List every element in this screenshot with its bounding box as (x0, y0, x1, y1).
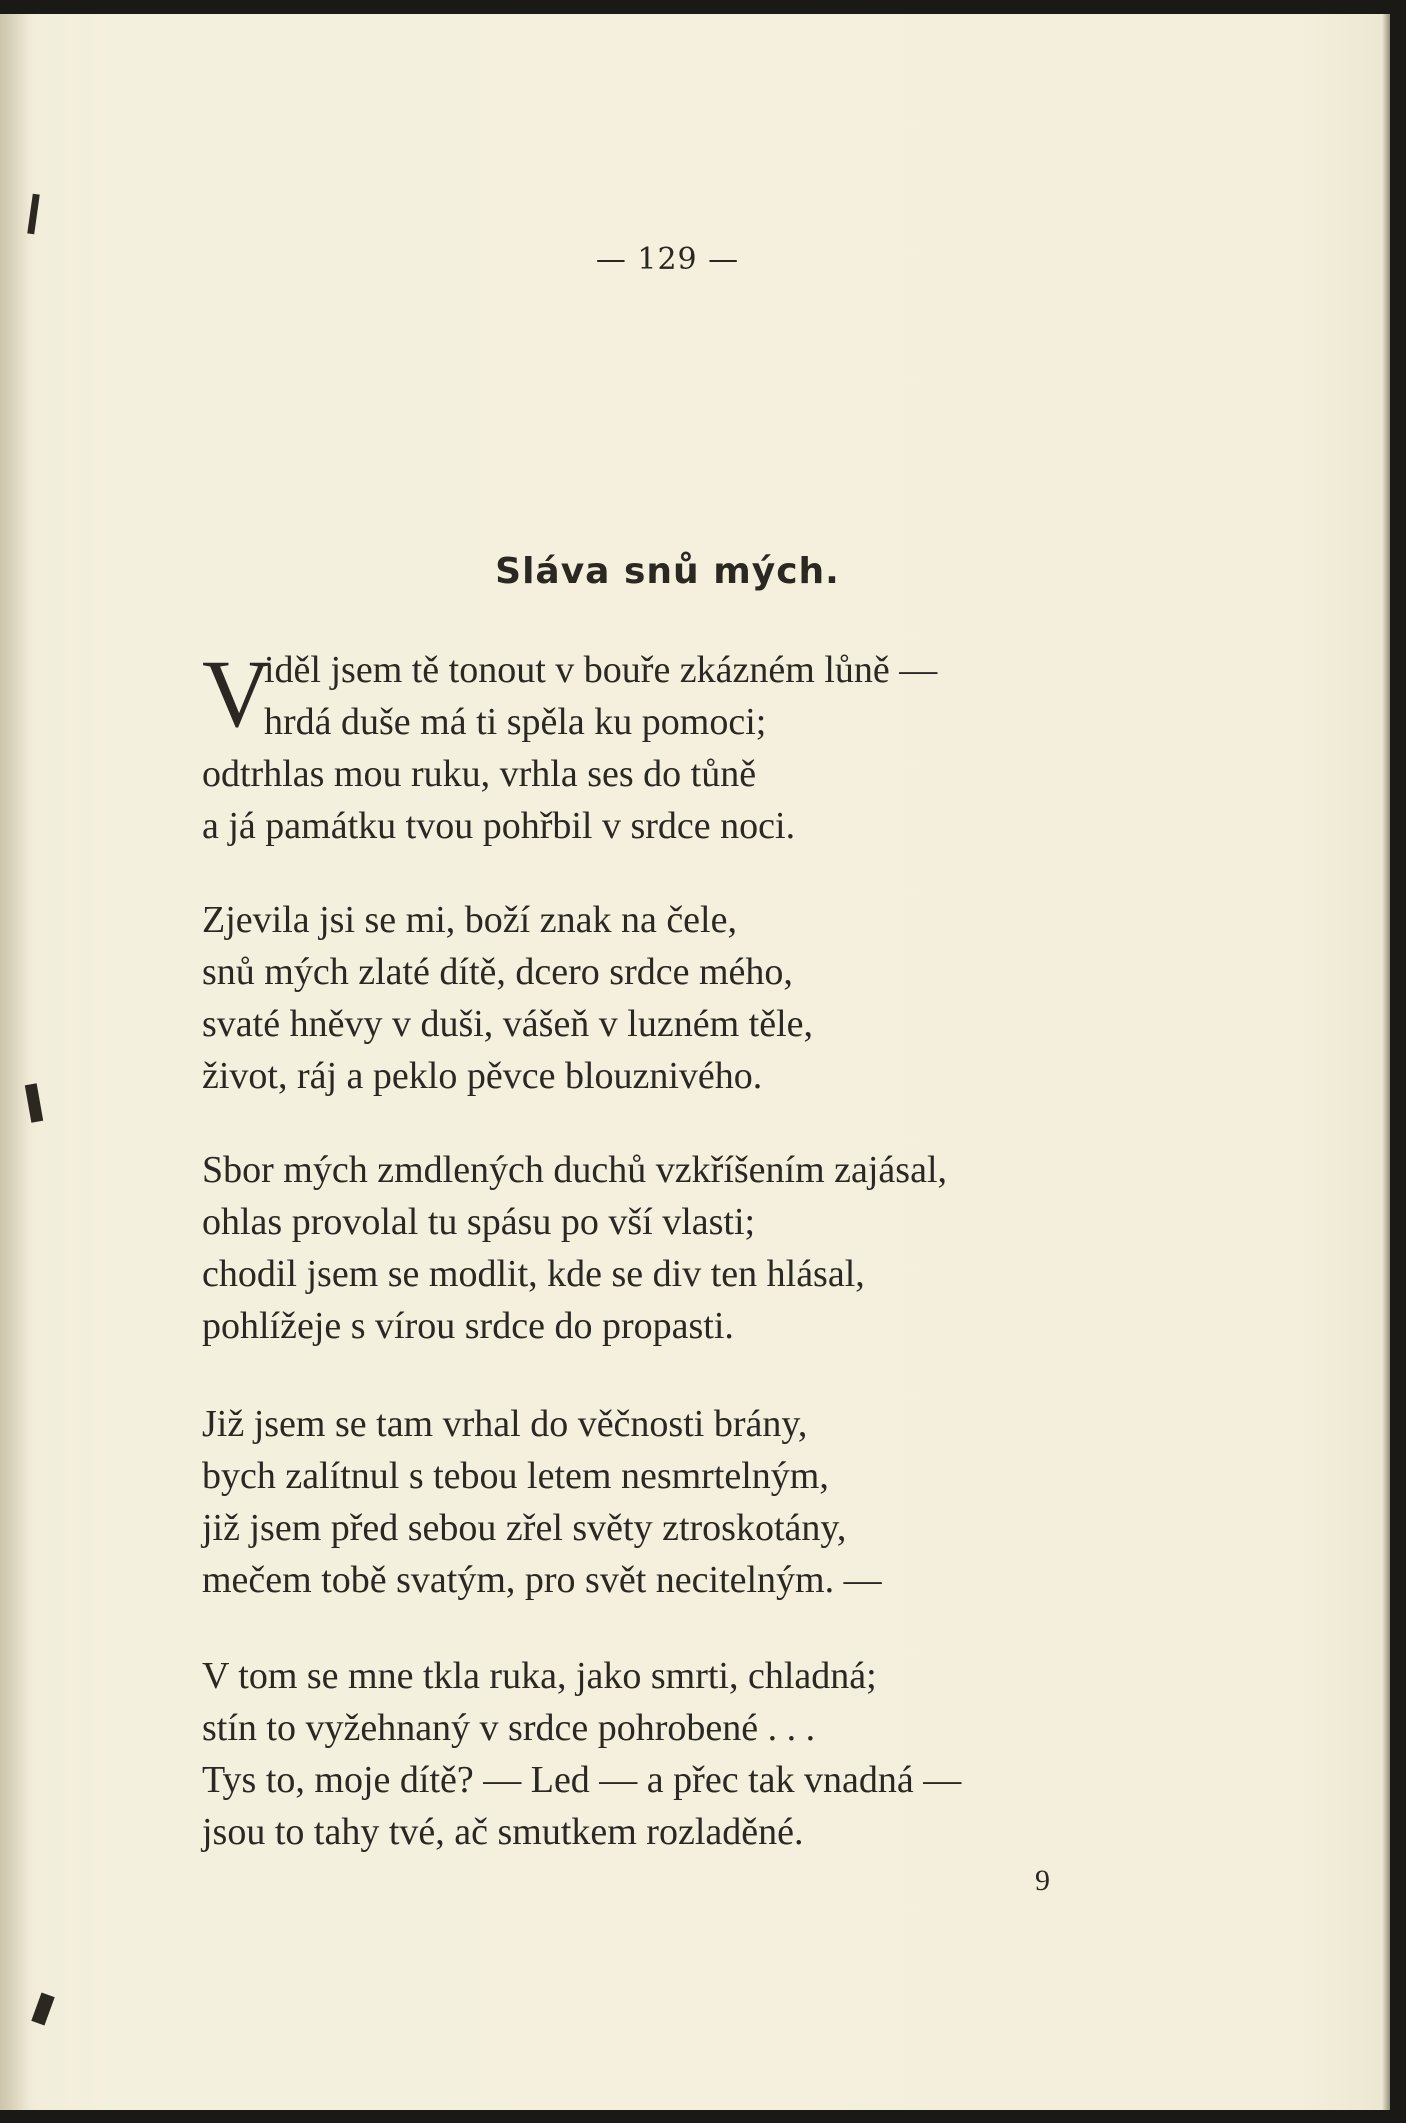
poem-line: odtrhlas mou ruku, vrhla ses do tůně (202, 753, 757, 795)
stanza-5 (202, 1650, 1202, 1858)
stanza-3 (202, 1144, 1202, 1352)
stanza-2 (202, 894, 1202, 1102)
poem-line: Již jsem se tam vrhal do věčnosti brány, (202, 1403, 808, 1445)
drop-cap: V (202, 640, 272, 747)
stanza-4 (202, 1398, 1202, 1606)
poem-line: iděl jsem tě tonout v bouře zkázném lůně — (264, 649, 938, 691)
poem-line: snů mých zlaté dítě, dcero srdce mého, (202, 951, 793, 993)
poem-line: ohlas provolal tu spásu po vší vlasti; (202, 1201, 756, 1243)
page-edge-shadow (1382, 14, 1390, 2110)
poem-line: mečem tobě svatým, pro svět necitelným. — (202, 1559, 882, 1601)
poem-line: svaté hněvy v duši, vášeň v luzném těle, (202, 1003, 814, 1045)
stanza-1 (202, 640, 1202, 852)
poem-line: Zjevila jsi se mi, boží znak na čele, (202, 899, 737, 941)
ink-speck (31, 1993, 54, 2026)
poem-line: jsou to tahy tvé, ač smutkem rozladěné. (202, 1811, 804, 1853)
poem-line: chodil jsem se modlit, kde se div ten hlásal, (202, 1253, 865, 1295)
poem-title: Sláva snů mých. (495, 551, 840, 592)
poem-line: Tys to, moje dítě? — Led — a přec tak vnadná — (202, 1759, 962, 1801)
gutter-shadow (0, 14, 30, 2110)
poem-line: stín to vyžehnaný v srdce pohrobené . . . (202, 1707, 816, 1749)
poem-line: hrdá duše má ti spěla ku pomoci; (264, 701, 767, 743)
poem-line: V tom se mne tkla ruka, jako smrti, chladná; (202, 1655, 877, 1697)
poem-line: a já památku tvou pohřbil v srdce noci. (202, 805, 796, 847)
poem-line: pohlížeje s vírou srdce do propasti. (202, 1305, 734, 1347)
poem-line: život, ráj a peklo pěvce blouznivého. (202, 1055, 763, 1097)
signature-mark: 9 (1035, 1864, 1050, 1897)
poem-line: již jsem před sebou zřel světy ztroskotány, (202, 1507, 847, 1549)
poem-line: bych zalítnul s tebou letem nesmrtelným, (202, 1455, 829, 1497)
page-number: — 129 — (595, 242, 740, 277)
poem-line: Sbor mých zmdlených duchů vzkříšením zajásal, (202, 1149, 948, 1191)
book-page (0, 14, 1390, 2110)
